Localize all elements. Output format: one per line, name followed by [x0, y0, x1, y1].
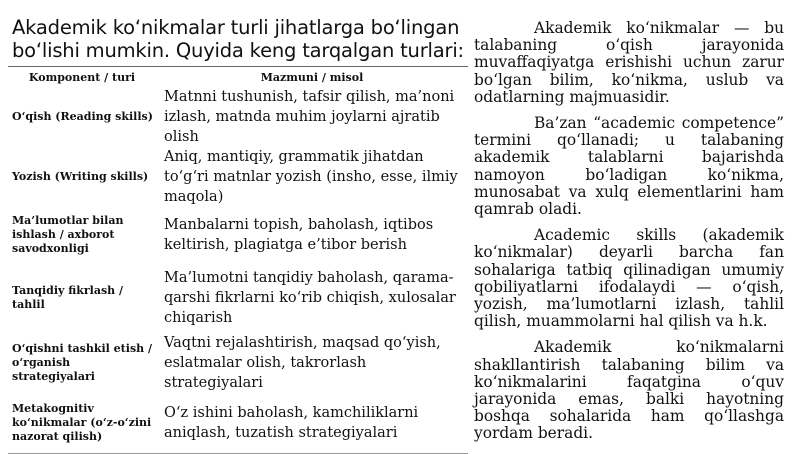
skills-table [8, 67, 468, 453]
page-title [12, 16, 468, 62]
table-header-row [8, 67, 468, 87]
table-row [8, 333, 468, 393]
row-component: O‘qish (Reading skills) [12, 110, 153, 123]
left-panel [8, 16, 468, 454]
row-component: Yozish (Writing skills) [12, 170, 149, 183]
row-description: Ma’lumotni tanqidiy baholash, qarama-qarshi fikrlarni ko‘rib chiqish, xulosalar chiqarish [164, 270, 456, 326]
row-component: Metakognitiv ko‘nikmalar (o‘z-o‘zini nazorat qilish) [12, 402, 152, 443]
paragraph: Ba’zan “academic competence” termini qo‘llanadi; u talabaning akademik talablarni bajarishda namoyon bo‘ladigan ko‘nikma, munosabat va xulq elementlarini ham qamrab oladi. [474, 114, 784, 219]
row-description: O‘z ishini baholash, kamchiliklarni aniqlash, tuzatish strategiyalari [164, 405, 419, 441]
row-description: Manbalarni topish, baholash, iqtibos keltirish, plagiatga e’tibor berish [164, 217, 434, 253]
row-component: Tanqidiy fikrlash / tahlil [12, 284, 123, 311]
row-description: Matnni tushunish, tafsir qilish, ma’noni izlash, matnda muhim joylarni ajratib olish [164, 89, 455, 145]
right-text-column [474, 20, 784, 452]
table-row [8, 207, 468, 263]
row-component: O‘qishni tashkil etish / o‘rganish strategiyalari [12, 342, 152, 383]
paragraph: Academic skills (akademik ko‘nikmalar) deyarli barcha fan sohalariga tatbiq qilinadigan umumiy qobiliyatlarni ifodalaydi — o‘qish, yozish, ma’lumotlarni izlash, tahlil qilish, muammolarni hal qilish va h.k. [474, 226, 784, 331]
paragraph: Akademik ko‘nikmalar — bu talabaning o‘qish jarayonida muvaffaqiyatga erishishi uchun zarur bo‘lgan bilim, ko‘nikma, uslub va odatlarning majmuasidir. [474, 19, 784, 106]
paragraph: Akademik ko‘nikmalarni shakllantirish talabaning bilim va ko‘nikmalarini faqatgina o‘quv jarayonida emas, balki hayotning boshqa sohalarida ham qo‘llashga yordam beradi. [474, 338, 784, 443]
header-description: Mazmuni / misol [260, 70, 364, 84]
table-row [8, 263, 468, 333]
row-description: Aniq, mantiqiy, grammatik jihatdan to‘g‘ri matnlar yozish (insho, esse, ilmiy maqola) [164, 149, 458, 205]
header-component: Komponent / turi [28, 70, 136, 84]
table-row [8, 393, 468, 453]
title-line: bo‘lishi mumkin. Quyida keng tarqalgan turlari: [12, 39, 464, 62]
title-line: Akademik ko‘nikmalar turli jihatlarga bo‘lingan [12, 16, 460, 39]
table-row [8, 87, 468, 147]
table-row [8, 147, 468, 207]
row-description: Vaqtni rejalashtirish, maqsad qo‘yish, eslatmalar olish, takrorlash strategiyalari [164, 335, 441, 391]
row-component: Ma’lumotlar bilan ishlash / axborot savodxonligi [12, 214, 124, 255]
